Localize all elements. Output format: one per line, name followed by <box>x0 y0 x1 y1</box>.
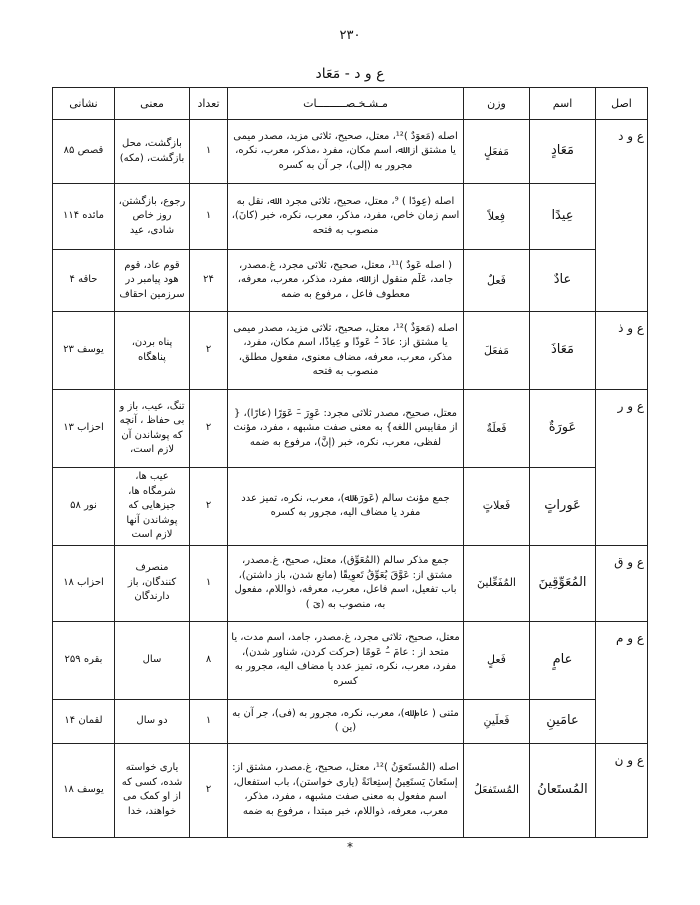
header-pattern: وزن <box>464 88 530 120</box>
header-reference: نشانی <box>53 88 115 120</box>
root-cell: ع و ن <box>596 743 648 837</box>
table-row <box>53 545 648 621</box>
reference-cell: قصص ۸۵ <box>53 120 115 184</box>
meaning-cell: قوم عاد، قوم هود پیامبر در سرزمین احقاف <box>115 250 190 312</box>
pattern-cell: المُستَفعَلُ <box>464 743 530 837</box>
table-row <box>53 312 648 390</box>
count-cell: ۱ <box>190 184 228 250</box>
description-cell: اصله (المُستَعوَنُ )¹²، معتل، صحیح، غ.مصدر، مشتق از: إستَعانَ یَستَعِینُ إستِعانَةً (یاری خواستن)، باب استفعال، اسم مفعول به معنی صفت مشبهه ، مفرد، مذکر، معرب، معرفه، ذواللام، خبر مبتدا ، مرفوع به ضمه <box>228 743 464 837</box>
table-row <box>53 184 648 250</box>
reference-cell: بقره ۲۵۹ <box>53 621 115 699</box>
meaning-cell: سال <box>115 621 190 699</box>
pattern-cell: فَعلٌ <box>464 250 530 312</box>
description-cell: اصله (عِودًا ) ⁹، معتل، صحیح، ثلاثی مجرد : ﷲ، نقل به اسم زمان خاص، مفرد، مذکر، معرب، نکره، خبر (کانَ)، منصوب به فتحه <box>228 184 464 250</box>
table-row <box>53 468 648 546</box>
meaning-cell: پناه بردن، پناهگاه <box>115 312 190 390</box>
count-cell: ۲ <box>190 743 228 837</box>
table-header-row <box>53 88 648 120</box>
reference-cell: حاقه ۴ <box>53 250 115 312</box>
word-cell: عَوراتٍ <box>530 468 596 546</box>
count-cell: ۱ <box>190 120 228 184</box>
meaning-cell: دو سال <box>115 699 190 743</box>
pattern-cell: مَفعَلَ <box>464 312 530 390</box>
reference-cell: یوسف ۱۸ <box>53 743 115 837</box>
footnote-marker: * <box>347 840 353 854</box>
meaning-cell: تنگ، عیب، باز و بی حفاظ ، آنچه که پوشاندن آن لازم است، <box>115 390 190 468</box>
pattern-cell: فِعلاً <box>464 184 530 250</box>
header-count: تعداد <box>190 88 228 120</box>
page-heading: ع و د - مَعَاد <box>315 66 385 82</box>
meaning-cell: یاری خواسته شده، کسی که از او کمک می خواهند، خدا <box>115 743 190 837</box>
reference-cell: لقمان ۱۴ <box>53 699 115 743</box>
count-cell: ۲۴ <box>190 250 228 312</box>
root-cell: ع و م <box>596 621 648 743</box>
root-cell: ع و ق <box>596 545 648 621</box>
word-cell: عِیدًا <box>530 184 596 250</box>
description-cell: اصله (مَعوَذٌ )¹²، معتل، صحیح، ثلاثی مزید، مصدر میمی یا مشتق از: عاذَ –ُ عَوذًا و عِیاذًا، اسم مکان، مفرد، مذکر، معرب، معرفه، مضاف معنوی، مفعول مطلق، منصوب به فتحه <box>228 312 464 390</box>
pattern-cell: فَعلَینِ <box>464 699 530 743</box>
reference-cell: مائده ۱۱۴ <box>53 184 115 250</box>
description-cell: معتل، صحیح، مصدر ثلاثی مجرد: عَوِرَ –َ عَوَرًا (عارًا)، { از مقاییس اللغه} به معنی صفت مشبهه ، مفرد، مؤنث لفظی، معرب، نکره، خبر (إنَّ)، مرفوع به ضمه <box>228 390 464 468</box>
count-cell: ۱ <box>190 699 228 743</box>
header-root: اصل <box>596 88 648 120</box>
root-cell: ع و ذ <box>596 312 648 390</box>
description-cell: معتل، صحیح، ثلاثی مجرد، غ.مصدر، جامد، اسم مدت، یا متحد از : عامَ –ُ عَومًا (حرکت کردن، شناور شدن)، مفرد، معرب، نکره، تمیز عدد یا مضاف الیه، مجرور به کسره <box>228 621 464 699</box>
pattern-cell: فَعلٍ <box>464 621 530 699</box>
pattern-cell: المُفَعِّلینَ <box>464 545 530 621</box>
description-cell: جمع مؤنث سالم (عَورَة ﷲ)، معرب، نکره، تمیز عدد مفرد یا مضاف الیه، مجرور به کسره <box>228 468 464 546</box>
word-cell: عامٍ <box>530 621 596 699</box>
word-cell: مَعَاذَ <box>530 312 596 390</box>
count-cell: ۲ <box>190 312 228 390</box>
meaning-cell: بازگشت، محل بازگشت، (مکه) <box>115 120 190 184</box>
reference-cell: احزاب ۱۸ <box>53 545 115 621</box>
word-cell: عامَینِ <box>530 699 596 743</box>
description-cell: مثنی ( عام ﷲ)، معرب، نکره، مجرور به (فی)، جر آن به (ین ) <box>228 699 464 743</box>
meaning-cell: منصرف کنندگان، باز دارندگان <box>115 545 190 621</box>
word-cell: عادٌ <box>530 250 596 312</box>
reference-cell: احزاب ۱۳ <box>53 390 115 468</box>
description-cell: اصله (مَعوَدٌ )¹²، معتل، صحیح، ثلاثی مزید، مصدر میمی یا مشتق از: ﷲ، اسم مکان، مفرد ،مذکر، معرب، نکره، مجرور به (إلی)، جر آن به کسره <box>228 120 464 184</box>
root-cell: ع و د <box>596 120 648 312</box>
count-cell: ۲ <box>190 468 228 546</box>
root-cell: ع و ر <box>596 390 648 546</box>
count-cell: ۲ <box>190 390 228 468</box>
word-cell: مَعَادٍ <box>530 120 596 184</box>
header-description: مـشـخـصـــــــــات <box>228 88 464 120</box>
count-cell: ۱ <box>190 545 228 621</box>
word-cell: عَورَةٌ <box>530 390 596 468</box>
pattern-cell: فَعلاتٍ <box>464 468 530 546</box>
header-word: اسم <box>530 88 596 120</box>
table-row <box>53 699 648 743</box>
table-row <box>53 743 648 837</box>
header-meaning: معنی <box>115 88 190 120</box>
reference-cell: نور ۵۸ <box>53 468 115 546</box>
table-row <box>53 390 648 468</box>
page-number: ۲۳۰ <box>339 28 361 43</box>
word-cell: المُعَوِّقِینَ <box>530 545 596 621</box>
meaning-cell: عیب ها، شرمگاه ها، جیزهایی که پوشاندن آنها لازم است <box>115 468 190 546</box>
description-cell: جمع مذکر سالم (المُعَوِّق)، معتل، صحیح، غ.مصدر، مشتق از: عَوَّقَ یُعَوِّقُ تَعوِیقًا (مانع شدن، باز داشتن)، باب تفعیل، اسم فاعل، معرب، معرفه، ذواللام، مفعول به، منصوب به (یَ ) <box>228 545 464 621</box>
reference-cell: یوسف ۲۳ <box>53 312 115 390</box>
pattern-cell: مَفعَلٍ <box>464 120 530 184</box>
meaning-cell: رجوع، بازگشتن، روز خاص شادی، عید <box>115 184 190 250</box>
table-row <box>53 250 648 312</box>
table-row <box>53 120 648 184</box>
description-cell: ( اصله عَودٌ )¹¹، معتل، صحیح، ثلاثی مجرد، غ.مصدر، جامد، عَلَم منقول از: ﷲ، مفرد، مذکر، معرب، معرفه، معطوف فاعل ، مرفوع به ضمه <box>228 250 464 312</box>
pattern-cell: فَعلَةٌ <box>464 390 530 468</box>
lexicon-table <box>52 87 648 838</box>
word-cell: المُستَعانُ <box>530 743 596 837</box>
table-row <box>53 621 648 699</box>
count-cell: ۸ <box>190 621 228 699</box>
